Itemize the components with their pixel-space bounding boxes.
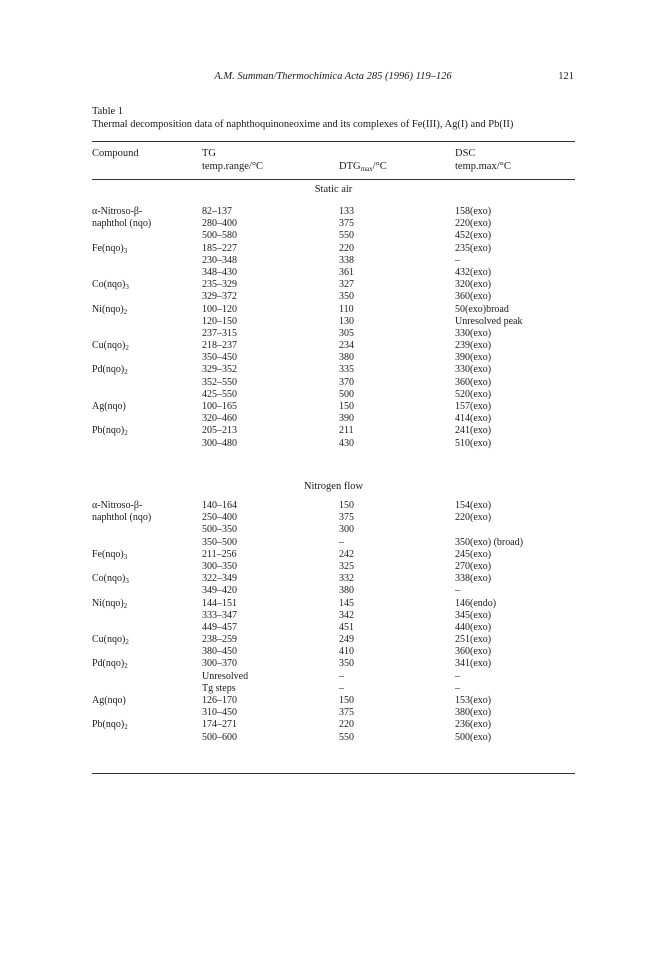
table-row [92, 634, 575, 646]
cell-tg-range: 300–370 [202, 658, 237, 670]
cell-tg-range: 449–457 [202, 621, 237, 633]
compound-name: Pd(nqo) [92, 364, 125, 376]
cell-dsc-max: – [455, 682, 460, 694]
cell-dtg-max: 380 [339, 585, 354, 597]
col-header-dtg-unit: /°C [372, 161, 387, 172]
col-header-tg-bottom: temp.range/°C [202, 161, 264, 172]
table-row [92, 218, 575, 230]
cell-compound [92, 500, 142, 512]
cell-compound [92, 512, 151, 524]
table-row [92, 524, 575, 536]
cell-dsc-max: 440(exo) [455, 621, 492, 633]
cell-dsc-max: 350(exo) (broad) [455, 536, 524, 548]
cell-dtg-max: 234 [339, 340, 354, 352]
cell-tg-range: 320–460 [202, 413, 237, 425]
cell-compound [92, 401, 126, 413]
section-rows-nitrogen-flow [92, 500, 575, 744]
cell-tg-range: 126–170 [202, 695, 237, 706]
compound-name: Cu(nqo) [92, 340, 126, 352]
table-row [92, 255, 575, 267]
cell-tg-range: 218–237 [202, 340, 237, 352]
table-row [92, 671, 575, 683]
cell-dtg-max: – [339, 536, 344, 548]
cell-dtg-max: 342 [339, 609, 354, 621]
running-title: A.M. Summan/Thermochimica Acta 285 (1996) 119–126 [214, 71, 452, 82]
compound-subscript: 2 [124, 662, 128, 671]
compound-name: Co(nqo) [92, 279, 126, 291]
compound-name: α-Nitroso-β- [92, 206, 143, 217]
cell-dsc-max: – [455, 254, 460, 266]
compound-subscript: 2 [123, 601, 128, 610]
cell-dtg-max: 361 [339, 266, 354, 278]
compound-name: Ni(nqo) [92, 303, 124, 315]
cell-dsc-max: 500(exo) [455, 731, 492, 743]
cell-dsc-max: 360(exo) [455, 376, 492, 388]
table-label: Table 1 [92, 106, 124, 117]
compound-name: Pd(nqo) [92, 658, 125, 670]
cell-tg-range: 82–137 [202, 206, 232, 217]
cell-dsc-max: 520(exo) [455, 388, 492, 400]
cell-dtg-max: 130 [339, 315, 354, 327]
cell-tg-range: 300–350 [202, 560, 237, 572]
table-row [92, 512, 575, 524]
cell-dsc-max: 452(exo) [455, 230, 492, 242]
table-row [92, 719, 575, 731]
cell-dtg-max: 375 [339, 512, 354, 524]
cell-dsc-max: Unresolved peak [455, 315, 523, 327]
compound-subscript: 3 [125, 577, 129, 586]
compound-name: Pb(nqo) [92, 425, 125, 437]
table-row [92, 304, 575, 316]
table-row [92, 206, 575, 218]
col-header-tg-top: TG [202, 148, 216, 159]
cell-dtg-max: 110 [339, 303, 354, 315]
table-row [92, 328, 575, 340]
cell-dtg-max: 390 [339, 413, 354, 425]
table-row [92, 340, 575, 352]
table-row [92, 500, 575, 512]
cell-tg-range: 140–164 [202, 500, 237, 511]
section-title-nitrogen-flow: Nitrogen flow [303, 481, 364, 492]
cell-dtg-max: – [339, 682, 344, 694]
cell-tg-range: 350–500 [202, 536, 237, 548]
cell-tg-range: 500–580 [202, 230, 237, 242]
cell-tg-range: 380–450 [202, 646, 237, 658]
table-row [92, 279, 575, 291]
table-row [92, 243, 575, 255]
cell-dtg-max: 375 [339, 218, 354, 230]
compound-name: Ni(nqo) [92, 597, 124, 609]
cell-dtg-max: 211 [339, 425, 354, 437]
cell-tg-range: 238–259 [202, 634, 237, 646]
cell-dtg-max: 451 [339, 621, 354, 633]
table-row [92, 267, 575, 279]
cell-dsc-max: 251(exo) [455, 634, 492, 646]
cell-tg-range: 322–349 [202, 573, 237, 585]
cell-dtg-max: 550 [339, 731, 354, 743]
compound-name: α-Nitroso-β- [92, 500, 143, 511]
cell-dsc-max: 153(exo) [455, 695, 492, 706]
compound-subscript: 2 [123, 307, 128, 316]
cell-tg-range: 280–400 [202, 218, 237, 230]
compound-subscript: 3 [123, 246, 128, 255]
cell-dsc-max: 154(exo) [455, 500, 492, 511]
table-row [92, 401, 575, 413]
table-row [92, 573, 575, 585]
col-header-compound: Compound [92, 148, 139, 159]
compound-name: Ag(nqo) [92, 401, 126, 412]
col-header-dtg-sub: max [360, 165, 373, 173]
compound-subscript: 3 [123, 552, 128, 561]
compound-name: Ag(nqo) [92, 695, 126, 706]
cell-tg-range: 329–352 [202, 364, 237, 376]
col-header-tg [202, 147, 263, 173]
cell-tg-range: Tg steps [202, 682, 236, 694]
cell-dsc-max: 236(exo) [455, 719, 492, 731]
col-header-dsc-top: DSC [455, 148, 476, 159]
cell-dsc-max: 146(endo) [455, 597, 497, 609]
table-row [92, 291, 575, 303]
table-row [92, 316, 575, 328]
table-top-rule [92, 141, 575, 142]
table-row [92, 537, 575, 549]
cell-dtg-max: 332 [339, 573, 354, 585]
cell-tg-range: 500–600 [202, 731, 237, 743]
table-row [92, 585, 575, 597]
cell-dtg-max: 335 [339, 364, 354, 376]
cell-dsc-max: 241(exo) [455, 425, 492, 437]
compound-subscript: 3 [125, 283, 129, 292]
cell-tg-range: 250–400 [202, 512, 237, 524]
table-row [92, 658, 575, 670]
cell-dsc-max: 270(exo) [455, 560, 492, 572]
cell-dtg-max: 380 [339, 352, 354, 364]
table-row [92, 549, 575, 561]
table-row [92, 377, 575, 389]
cell-compound [92, 695, 126, 707]
cell-dtg-max: 133 [339, 206, 354, 217]
cell-tg-range: 348–430 [202, 266, 237, 278]
cell-dtg-max: 242 [339, 548, 354, 560]
cell-tg-range: Unresolved [202, 670, 249, 682]
table-row [92, 230, 575, 242]
cell-tg-range: 500–350 [202, 524, 237, 536]
cell-tg-range: 329–372 [202, 291, 237, 303]
table-row [92, 425, 575, 437]
cell-dsc-max: 432(exo) [455, 266, 492, 278]
cell-dsc-max: 157(exo) [455, 401, 492, 412]
cell-dsc-max: 158(exo) [455, 206, 492, 217]
table-row [92, 683, 575, 695]
cell-dtg-max: 249 [339, 634, 354, 646]
table-row [92, 695, 575, 707]
cell-compound [92, 206, 142, 218]
cell-dtg-max: 150 [339, 695, 354, 706]
col-header-dtg-label: DTG [339, 161, 361, 172]
cell-tg-range: 352–550 [202, 376, 237, 388]
compound-name: naphthol (nqo) [92, 218, 152, 230]
table-row [92, 646, 575, 658]
cell-tg-range: 174–271 [202, 719, 237, 731]
col-header-dsc-bottom: temp.max/°C [455, 161, 511, 172]
table-row [92, 413, 575, 425]
cell-dtg-max: 430 [339, 437, 354, 449]
cell-tg-range: 100–120 [202, 303, 237, 315]
cell-tg-range: 237–315 [202, 327, 237, 339]
cell-dsc-max: 330(exo) [455, 364, 492, 376]
cell-tg-range: 185–227 [202, 242, 237, 254]
cell-tg-range: 230–348 [202, 254, 237, 266]
cell-dsc-max: 510(exo) [455, 437, 492, 449]
compound-name: naphthol (nqo) [92, 512, 152, 524]
cell-tg-range: 144–151 [202, 597, 237, 609]
cell-dsc-max: 50(exo)broad [455, 303, 509, 315]
section-title-static-air: Static air [314, 184, 353, 195]
compound-subscript: 2 [124, 723, 128, 732]
compound-subscript: 2 [124, 368, 128, 377]
cell-tg-range: 300–480 [202, 437, 237, 449]
compound-name: Cu(nqo) [92, 634, 126, 646]
compound-subscript: 2 [125, 638, 129, 647]
cell-dsc-max: 341(exo) [455, 658, 492, 670]
table-caption-text: Thermal decomposition data of naphthoquinoneoxime and its complexes of Fe(III), Ag(I) and Pb(II) [92, 119, 514, 130]
cell-dsc-max: 245(exo) [455, 548, 492, 560]
col-header-dsc [455, 147, 511, 173]
cell-dtg-max: 410 [339, 646, 354, 658]
cell-dtg-max: 150 [339, 500, 354, 511]
cell-dsc-max: – [455, 585, 460, 597]
cell-dtg-max: 375 [339, 707, 354, 719]
cell-dsc-max: 330(exo) [455, 327, 492, 339]
cell-dsc-max: 345(exo) [455, 609, 492, 621]
cell-tg-range: 310–450 [202, 707, 237, 719]
cell-dtg-max: 350 [339, 658, 354, 670]
table-row [92, 389, 575, 401]
compound-name: Pb(nqo) [92, 719, 125, 731]
compound-subscript: 2 [124, 429, 128, 438]
table-row [92, 352, 575, 364]
cell-dtg-max: 500 [339, 388, 354, 400]
cell-dsc-max: 220(exo) [455, 512, 492, 524]
compound-subscript: 2 [125, 344, 129, 353]
cell-dtg-max: 220 [339, 242, 354, 254]
cell-dtg-max: 327 [339, 279, 354, 291]
table-row [92, 610, 575, 622]
cell-dsc-max: – [455, 670, 460, 682]
cell-dtg-max: 220 [339, 719, 354, 731]
compound-name: Fe(nqo) [92, 548, 124, 560]
cell-dtg-max: 300 [339, 524, 354, 536]
page-header [92, 71, 574, 85]
table-row [92, 732, 575, 744]
cell-tg-range: 100–165 [202, 401, 237, 412]
cell-tg-range: 425–550 [202, 388, 237, 400]
table-row [92, 438, 575, 450]
cell-dtg-max: 370 [339, 376, 354, 388]
cell-tg-range: 350–450 [202, 352, 237, 364]
cell-dsc-max: 414(exo) [455, 413, 492, 425]
table-row [92, 622, 575, 634]
cell-dtg-max: 305 [339, 327, 354, 339]
compound-name: Co(nqo) [92, 573, 126, 585]
cell-dtg-max: 150 [339, 401, 354, 412]
cell-dtg-max: 338 [339, 254, 354, 266]
table-bottom-rule [92, 773, 575, 774]
cell-tg-range: 205–213 [202, 425, 237, 437]
cell-dtg-max: 350 [339, 291, 354, 303]
cell-dsc-max: 320(exo) [455, 279, 492, 291]
table-row [92, 598, 575, 610]
compound-name: Fe(nqo) [92, 242, 124, 254]
cell-dsc-max: 360(exo) [455, 291, 492, 303]
cell-dsc-max: 338(exo) [455, 573, 492, 585]
table-row [92, 707, 575, 719]
cell-compound [92, 218, 151, 230]
cell-tg-range: 120–150 [202, 315, 237, 327]
table-row [92, 561, 575, 573]
col-header-dtg [339, 160, 387, 176]
cell-dtg-max: 550 [339, 230, 354, 242]
table-row [92, 364, 575, 376]
cell-dtg-max: – [339, 670, 344, 682]
cell-tg-range: 211–256 [202, 548, 237, 560]
cell-dtg-max: 145 [339, 597, 354, 609]
cell-dsc-max: 235(exo) [455, 242, 492, 254]
cell-tg-range: 333–347 [202, 609, 237, 621]
page-number: 121 [558, 71, 574, 82]
cell-tg-range: 235–329 [202, 279, 237, 291]
table-header-rule [92, 179, 575, 180]
cell-dsc-max: 360(exo) [455, 646, 492, 658]
section-rows-static-air [92, 206, 575, 450]
cell-dsc-max: 239(exo) [455, 340, 492, 352]
cell-tg-range: 349–420 [202, 585, 237, 597]
cell-dtg-max: 325 [339, 560, 354, 572]
cell-dsc-max: 390(exo) [455, 352, 492, 364]
table-caption [92, 105, 582, 131]
cell-dsc-max: 380(exo) [455, 707, 492, 719]
cell-dsc-max: 220(exo) [455, 218, 492, 230]
